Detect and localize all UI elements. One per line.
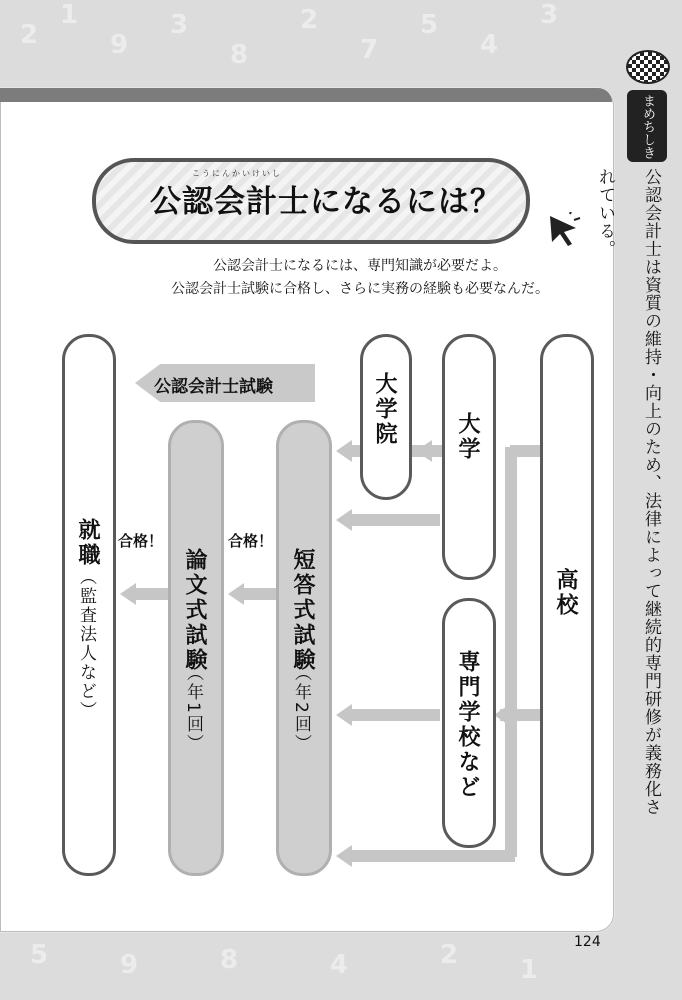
arrow-head (416, 440, 432, 462)
arrow-head (336, 704, 352, 726)
arrow-head (228, 583, 244, 605)
label-tantou: 短答式試験 (290, 548, 315, 673)
panel-header-bar (0, 88, 612, 102)
label-ronbun-sub: （年1回） (183, 664, 203, 753)
arrow-rail (350, 514, 440, 526)
arrow-rail (350, 850, 515, 862)
arrow-head (120, 583, 136, 605)
side-tab: まめちしき (627, 90, 667, 162)
label-shushoku: 就職 (75, 518, 100, 568)
arrow-head (336, 440, 352, 462)
arrow-rail (505, 447, 517, 857)
checker-icon (626, 50, 670, 84)
arrow-rail (134, 588, 172, 600)
intro-line-2: 公認会計士試験に合格し、さらに実務の経験も必要なんだ。 (171, 281, 549, 297)
arrow-head (494, 704, 510, 726)
label-senmon: 専門学校など (455, 650, 480, 800)
label-tantou-sub: （年2回） (291, 664, 311, 753)
page-title: 公認会計士になるには？ (150, 184, 502, 220)
arrow-head (336, 509, 352, 531)
arrow-rail (243, 588, 277, 600)
label-daigakuin: 大学院 (372, 372, 397, 447)
cursor-icon (546, 212, 586, 252)
label-daigaku: 大学 (455, 412, 480, 462)
pass-badge-2: 合格！ (228, 532, 274, 550)
page-number: 124 (574, 934, 601, 950)
intro-line-1: 公認会計士になるには、専門知識が必要だよ。 (213, 258, 507, 274)
side-note: 公認会計士は資質の維持・向上のため、法律によって継続的専門研修が義務化されている。 (595, 168, 661, 816)
exam-label: 公認会計士試験 (154, 377, 273, 397)
arrow-rail (350, 709, 440, 721)
label-shushoku-sub: （監査法人など） (76, 568, 96, 720)
label-koukou: 高校 (553, 568, 578, 618)
label-ronbun: 論文式試験 (182, 548, 207, 673)
title-ruby: こうにんかいけいし (192, 169, 282, 178)
pass-badge-1: 合格！ (118, 532, 164, 550)
arrow-head (336, 845, 352, 867)
arrow-rail (510, 445, 540, 457)
